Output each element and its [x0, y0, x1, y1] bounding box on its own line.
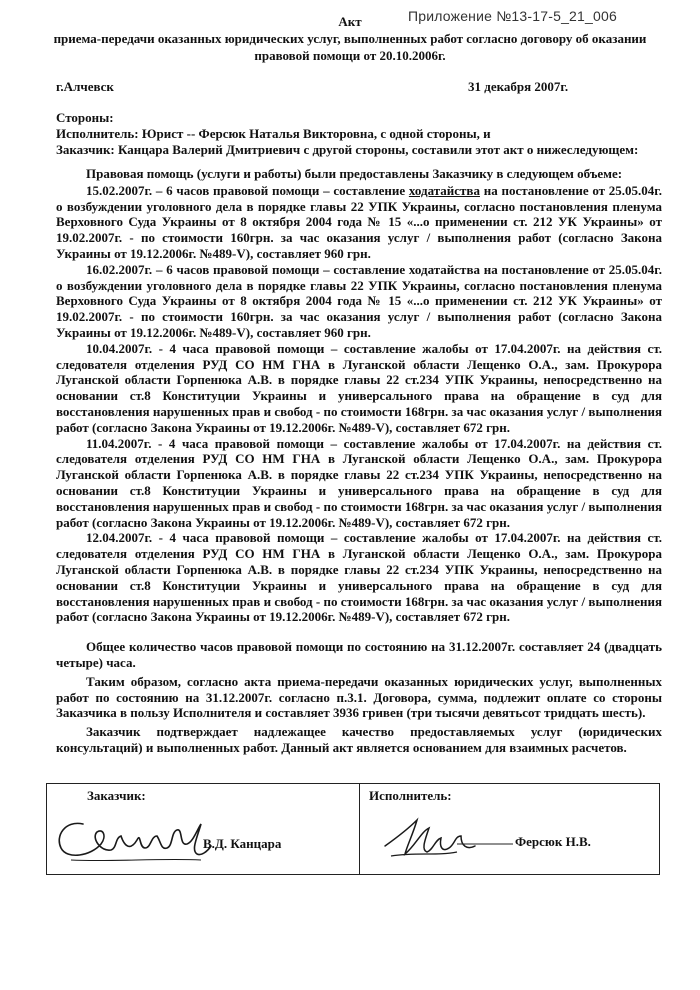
parties-label: Стороны:: [56, 110, 114, 125]
petition-underlined: ходатайства: [408, 182, 480, 198]
executor-label: Исполнитель:: [369, 788, 452, 803]
signature-divider: [359, 784, 360, 874]
act-body: [56, 166, 662, 759]
service-entry: 16.02.2007г. – 6 часов правовой помощи – составление ходатайства на постановление от 25.05.04г. о возбуждении уголовного дела в порядке главы 22 УПК Украины, согласно постановления пленума Верховного Суда Украины от 8 октября 2004 года № 15 «...о применении ст. 212 УК Украины» от 19.02.2007г. - по стоимости 160грн. за час оказания услуг / выполнения работ (согласно Закона Украины от 19.12.2006г. №489-V), составляет 960 грн.: [56, 261, 662, 340]
customer-signature: [51, 802, 221, 872]
intro-paragraph: Правовая помощь (услуги и работы) были предоставлены Заказчику в следующем объеме:: [86, 166, 623, 181]
service-entry: 10.04.2007г. - 4 часа правовой помощи – составление жалобы от 17.04.2007г. на действия ст. следователя отделения РУД СО НМ ГНА в Луганской области Лещенко О.А., зам. Прокурора Луганской области Горпенюка А.В. в порядке главы 22 ст.234 УПК Украины, непосредственно на основании ст.8 Конституции Украины и универсального права на обращение в суд для восстановления нарушенных прав и свобод - по стоимости 168грн. за час оказания услуг / выполнения работ (согласно Закона Украины от 19.12.2006г. №489-V), составляет 672 грн.: [56, 340, 662, 435]
date: 31 декабря 2007г.: [468, 79, 569, 94]
executor-signature: [377, 806, 517, 866]
parties-executor: Исполнитель: Юрист -- Ферсюк Наталья Викторовна, с одной стороны, и: [56, 126, 491, 141]
confirmation-paragraph: Заказчик подтверждает надлежащее качество предоставляемых услуг (юридических консультаций) и выполненных работ. Данный акт является основанием для взаимных расчетов.: [56, 724, 662, 755]
total-hours-paragraph: Общее количество часов правовой помощи по состоянию на 31.12.2007г. составляет 24 (двадцать четыре) часа.: [56, 639, 662, 670]
place: г.Алчевск: [56, 79, 114, 94]
act-title: Акт: [338, 14, 362, 29]
customer-label: Заказчик:: [87, 788, 146, 803]
customer-name: В.Д. Канцара: [203, 836, 282, 851]
executor-name: Ферсюк Н.В.: [515, 834, 591, 849]
act-subtitle: приема-передачи оказанных юридических услуг, выполненных работ согласно договору об оказании правовой помощи от 20.10.2006г.: [53, 31, 647, 63]
parties-block: [56, 110, 656, 158]
service-entry: 12.04.2007г. - 4 часа правовой помощи – составление жалобы от 17.04.2007г. на действия ст. следователя отделения РУД СО НМ ГНА в Луганской области Лещенко О.А., зам. Прокурора Луганской области Горпенюка А.В. в порядке главы 22 ст.234 УПК Украины, непосредственно на основании ст.8 Конституции Украины и универсального права на обращение в суд для восстановления нарушенных прав и свобод - по стоимости 168грн. за час оказания услуг / выполнения работ (согласно Закона Украины от 19.12.2006г. №489-V), составляет 672 грн.: [56, 530, 662, 625]
appendix-number: Приложение №13-17-5_21_006: [408, 8, 617, 24]
total-sum-paragraph: Таким образом, согласно акта приема-передачи оказанных юридических услуг, выполненных работ по состоянию на 31.12.2007г. согласно п.3.1. Договора, сумма, подлежит оплате со стороны Заказчика в пользу Исполнителя и составляет 3936 гривен (три тысячи девятьсот тридцать шесть).: [56, 673, 662, 721]
parties-customer: Заказчик: Канцара Валерий Дмитриевич с другой стороны, составили этот акт о нижеследующем:: [56, 142, 639, 157]
signature-table: [46, 783, 660, 875]
service-entry: 11.04.2007г. - 4 часа правовой помощи – составление жалобы от 17.04.2007г. на действия ст. следователя отделения РУД СО НМ ГНА в Луганской области Лещенко О.А., зам. Прокурора Луганской области Горпенюка А.В. в порядке главы 22 ст.234 УПК Украины, непосредственно на основании ст.8 Конституции Украины и универсального права на обращение в суд для восстановления нарушенных прав и свобод - по стоимости 168грн. за час оказания услуг / выполнения работ (согласно Закона Украины от 19.12.2006г. №489-V), составляет 672 грн.: [56, 435, 662, 530]
service-entry: 15.02.2007г. – 6 часов правовой помощи – составление ходатайства на постановление от 25.05.04г. о возбуждении уголовного дела в порядке главы 22 УПК Украины, согласно постановления пленума Верховного Суда Украины от 8 октября 2004 года № 15 «...о применении ст. 212 УК Украины» от 19.02.2007г. - по стоимости 160грн. за час оказания услуг / выполнения работ (согласно Закона Украины от 19.12.2006г. №489-V), составляет 960 грн.: [56, 182, 662, 261]
